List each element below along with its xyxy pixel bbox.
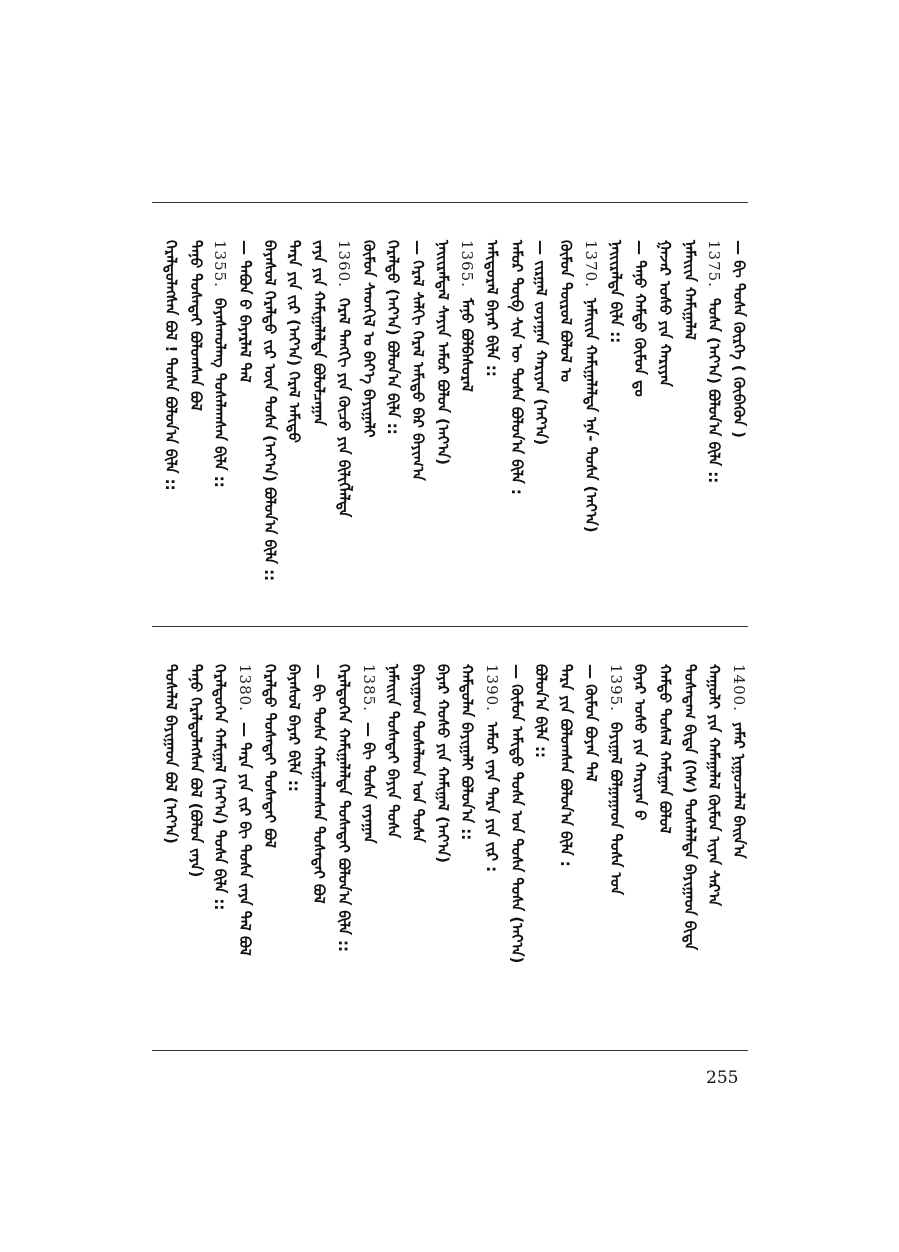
verse-text: ᠪᠤᠯᠤᠨ᠎ᠠ ᠪᠢᠯᠡ ::: [532, 664, 550, 759]
verse-text: ᠠᠮᠢᠳᠤᠷᠠᠯ ᠪᠠᠶᠠᠷ ᠪᠢᠯᠡ ::: [483, 240, 501, 377]
verse-line: [454, 240, 480, 392]
verse-text: — ᠲᠡᠷᠡ ᠶᠢᠨ ᠵᠢᠷ ᠪᠢ ᠲᠤᠰᠠ ᠵᠠᠶᠠ ᠲᠠᠯ ᠪᠣᠯ: [236, 721, 254, 956]
verse-line: [158, 664, 184, 844]
verse-line: [158, 240, 184, 491]
verse-line: [281, 240, 307, 443]
middle-rule: [152, 626, 748, 627]
verse-text: ᠲᠡᠷᠡ ᠶᠢᠨ ᠵᠢᠷ (ᠠᠶ᠎ᠠ) ᠭᠡᠷᠡᠯ ᠠᠮᠢᠳᠤ: [285, 240, 303, 443]
verse-text: ᠪᠠᠶᠠᠰᠬᠤᠯᠠᠩ ᠲᠤᠰᠠᠯᠠᠭᠰᠠᠨ ᠪᠢᠯᠡ ::: [211, 297, 229, 488]
line-number: 1400.: [730, 664, 748, 712]
verse-text: ᠬᠠᠮᠲᠤ ᠲᠤᠰᠠᠯ ᠬᠠᠮᠢᠭᠠᠨ ᠪᠤᠯᠤᠯ: [656, 664, 674, 834]
verse-text: ᠪᠠᠶᠠᠰᠤᠯ ᠭᠡᠷᠡᠯᠲᠦ ᠵᠢᠷ ᠦᠨ ᠲᠤᠰᠠ (ᠠᠶ᠎ᠠ) ᠪᠤᠯᠤᠨ᠎ᠠ ᠪᠢᠯᠡ ::: [261, 240, 279, 582]
verse-text: — ᠪᠢ ᠲᠤᠰᠠ ᠵᠠᠶᠠᠭᠠᠨ: [360, 721, 378, 844]
verse-text: ᠭᠡᠷᠡᠯᠲᠦ (ᠠᠶ᠎ᠠ) ᠪᠤᠯᠤᠨ᠎ᠠ ᠪᠢᠯᠡ ::: [384, 240, 402, 435]
verse-text: ᠲᠤᠰᠠᠳᠠᠭ ᠪᠢᠳᠡ (ᠬᠡᠰ) ᠲᠤᠰᠠᠯᠠᠯᠲᠠ ᠪᠠᠶᠢᠭᠠᠳ ᠪᠢᠳᠡ: [681, 664, 699, 951]
verse-text: ᠬᠦᠮᠦᠨ ᠰᠡᠳᠬᠢᠯ ᠤ ᠪᠡᠶ᠎ᠡ ᠪᠠᠶᠢᠭᠠᠯᠢ: [360, 240, 378, 438]
verse-line: [183, 664, 209, 877]
verse-line: [331, 664, 357, 952]
line-number: 1390.: [483, 664, 501, 712]
verse-line: [232, 240, 258, 382]
verse-text: ᠠᠮᠤᠷ ᠵᠠᠶᠠ ᠲᠡᠷᠡ ᠶᠢᠨ ᠵᠢᠷ :: [483, 721, 501, 873]
verse-line: [603, 240, 629, 343]
verse-line: [504, 240, 530, 495]
verse-line: [627, 664, 653, 821]
verse-text: ᠲᠡᠷᠡ ᠶᠢᠨ ᠪᠣᠯᠤᠭᠰᠠᠨ ᠪᠤᠯᠤᠨ᠎ᠠ ᠪᠢᠯᠡ :: [557, 664, 575, 867]
verse-line: [356, 664, 382, 843]
page-number: 255: [706, 1068, 739, 1088]
verse-text: — ᠭᠡᠷᠡᠯ ᠰᠠᠯᠬᠢ ᠭᠡᠷᠡᠯ ᠠᠮᠢᠳᠤ ᠪᠡᠷ ᠪᠠᠶᠢᠭ᠎ᠠ: [409, 240, 427, 481]
verse-text: ᠨᠠᠢᠢᠷᠠᠯᠲᠠ ᠪᠢᠯᠡ ::: [607, 240, 625, 344]
verse-text: — ᠬᠦᠮᠦᠨ ᠪᠤᠶᠠᠨ ᠲᠠᠯ: [582, 664, 600, 782]
verse-line: [677, 240, 703, 340]
verse-line: [578, 664, 604, 782]
verse-line: [553, 240, 579, 382]
verse-line: [207, 664, 233, 910]
bottom-rule: [152, 1050, 748, 1051]
verse-line: [405, 664, 431, 843]
line-number: 1375.: [705, 240, 723, 288]
verse-line: [306, 664, 332, 904]
verse-line: [528, 240, 554, 445]
verse-line: [652, 664, 678, 834]
verse-text: — ᠲᠠᠪᠤᠨ ᠪ ᠪᠠᠶᠠᠷᠯᠠᠯ ᠲᠠᠯ: [236, 240, 254, 383]
verse-text: ᠶᠠᠮᠠᠷ ᠨᠢᠭᠤᠴᠠᠯᠠᠯ ᠪᠠᠢᠨ᠎ᠠ: [730, 721, 748, 859]
verse-line: [405, 240, 431, 481]
verse-text: ᠲᠤᠰᠠ (ᠠᠶ᠎ᠠ) ᠪᠤᠯᠤᠨ᠎ᠠ ᠪᠢᠯᠡ ::: [705, 297, 723, 484]
verse-text: ᠲᠤᠰᠠᠯᠠᠯ ᠪᠠᠶᠢᠭᠠᠳ ᠪᠣᠯ (ᠠᠶ᠎ᠠ): [162, 664, 180, 844]
verse-text: ᠬᠠᠭᠤᠯᠢ ᠶᠢᠨ ᠬᠠᠮᠠᠭᠠᠯᠠᠯ ᠬᠦᠮᠦᠨ ᠢᠶᠡᠨ ᠰᠠᠷ᠎ᠠ: [705, 664, 723, 907]
verse-line: [380, 664, 406, 838]
verse-line: [454, 664, 480, 840]
verse-text: ᠭᠡᠷᠡᠯᠲᠦᠭᠡᠨ ᠬᠠᠮᠢᠭᠠᠯ (ᠠᠶ᠎ᠠ) ᠲᠤᠰᠠ ᠪᠢᠯᠡ ::: [211, 664, 229, 911]
verse-line: [504, 664, 530, 963]
verse-text: ᠭᠡᠷᠡᠯᠲᠦᠯᠡᠭᠰᠡᠨ ᠪᠣᠯ ! ᠲᠤᠰᠠ ᠪᠤᠯᠤᠨ᠎ᠠ ᠪᠢᠯᠡ ::: [162, 240, 180, 491]
verse-line: [627, 240, 653, 397]
line-number: 1380.: [236, 664, 254, 712]
verse-line: [232, 664, 258, 956]
verse-line: [553, 664, 579, 867]
verse-line: [726, 240, 752, 438]
verse-text: ᠭᠠᠵᠠᠷ ᠤᠰᠤ ᠶᠢᠨ ᠬᠠᠷᠢᠶᠠᠨ: [656, 240, 674, 387]
verse-line: [281, 664, 307, 792]
verse-text: ᠬᠠᠮᠲᠤᠯᠠᠨ ᠪᠠᠶᠢᠭᠠᠯᠢ ᠪᠤᠯᠤᠨ᠎ᠠ ::: [458, 664, 476, 841]
line-number: 1385.: [360, 664, 378, 712]
verse-line: [578, 240, 604, 533]
verse-line: [603, 664, 629, 895]
verse-line: [652, 240, 678, 387]
verse-text: ᠨᠠᠮᠠᠢᠢᠨ ᠬᠠᠮᠢᠭᠠᠯᠠᠯ: [681, 240, 699, 340]
verse-line: [430, 664, 456, 863]
top-rule: [152, 202, 748, 203]
verse-line: [430, 240, 456, 465]
verse-text: ᠪᠠᠶᠠᠷ ᠬᠤᠰᠤ ᠶᠢᠨ ᠬᠠᠮᠢᠭᠠᠯ (ᠠᠶ᠎ᠠ): [434, 664, 452, 864]
verse-text: ᠪᠠᠶᠢᠭᠠᠯ ᠪᠤᠯᠭᠠᠭᠠᠳ ᠲᠤᠰᠠ ᠤᠨ: [607, 721, 625, 895]
verse-text: ᠨᠠᠮᠠᠢᠢᠨ ᠬᠠᠮᠢᠭᠠᠯᠠᠯᠲᠠ ᠡᠨᠡ- ᠲᠤᠰᠠ (ᠠᠶ᠎ᠠ): [582, 297, 600, 533]
verse-text: ᠭᠡᠷᠡᠯᠲᠦᠭᠡᠨ ᠬᠠᠮᠢᠭᠠᠯᠠᠯᠲᠠ ᠲᠤᠰᠠᠲᠠᠢ ᠪᠤᠯᠤᠨ᠎ᠠ ᠪᠢᠯᠡ ::: [335, 664, 353, 953]
verse-text: ᠭᠡᠷᠡᠯᠲᠦ ᠲᠤᠰᠠᠲᠠᠢ ᠲᠤᠰᠠᠲᠠᠢ ᠪᠤᠯ: [261, 664, 279, 848]
verse-line: [701, 664, 727, 906]
verse-text: — ᠪᠢ ᠲᠤᠰᠠ ᠬᠦᠷᠭᠡ ( ᠬᠥᠪᠡᠭᠦᠨ ): [730, 240, 748, 438]
line-number: 1365.: [458, 240, 476, 288]
verse-text: ᠨᠠᠢᠢᠷᠠᠮᠳᠠᠯ ᠰᠠᠶᠢᠨ ᠠᠮᠤᠷ ᠪᠤᠯᠤᠨ (ᠠᠶ᠎ᠠ): [434, 240, 452, 465]
verse-text: ᠪᠠᠶᠢᠭᠠᠳ ᠲᠤᠰᠠᠯᠠᠳ ᠤᠨ ᠲᠤᠰᠠ: [409, 664, 427, 843]
line-number: 1355.: [211, 240, 229, 288]
line-number: 1370.: [582, 240, 600, 288]
verse-text: ᠪᠠᠶᠠᠰᠤᠯ ᠪᠠᠶᠠᠷ ᠪᠢᠯᠡ ::: [285, 664, 303, 792]
verse-text: — ᠲᠠᠨᠤ ᠬᠠᠮᠲᠤ ᠬᠦᠮᠦᠨ ᠳᠤ: [631, 240, 649, 397]
verse-line: [356, 240, 382, 438]
verse-line: [306, 240, 332, 426]
verse-text: ᠵᠠᠶᠠ ᠶᠢᠨ ᠬᠠᠮᠢᠭᠠᠯᠠᠯᠲᠠ ᠪᠤᠯᠤᠯᠴᠠᠭᠠᠨ: [310, 240, 328, 426]
verse-line: [479, 240, 505, 377]
verse-line: [257, 664, 283, 848]
verse-line: [677, 664, 703, 950]
verse-line: [701, 240, 727, 483]
verse-line: [380, 240, 406, 435]
verse-line: [726, 664, 752, 859]
verse-line: [207, 240, 233, 488]
verse-text: ᠲᠠᠨᠤ ᠭᠡᠷᠡᠯᠲᠦᠯᠡᠭᠰᠡᠨ ᠪᠣᠯ (ᠪᠤᠯᠤᠨ ᠵᠠᠶᠠ): [187, 664, 205, 878]
verse-text: ᠨᠠᠮᠠᠢᠢᠨ ᠲᠤᠰᠠᠲᠠᠢ ᠪᠠᠶᠢᠨ ᠲᠤᠰᠠ: [384, 664, 402, 838]
verse-line: [479, 664, 505, 872]
upper-verse-block: [152, 240, 748, 610]
verse-text: — ᠬᠦᠮᠦᠨ ᠠᠮᠢᠳᠤ ᠲᠤᠰᠠ ᠤᠨ ᠲᠤᠰᠠ ᠲᠤᠰᠠ (ᠠᠶ᠎ᠠ): [508, 664, 526, 964]
verse-text: ᠲᠠᠨᠤ ᠲᠤᠰᠠᠲᠠᠢ ᠪᠤᠯᠤᠭᠰᠠᠨ ᠪᠣᠯ: [187, 240, 205, 411]
line-number: 1360.: [335, 240, 353, 288]
verse-text: ᠭᠡᠷᠡᠯ ᠲᠡᠩᠭᠢ ᠶᠢᠨ ᠬᠦᠴᠦ ᠶᠢᠨ ᠪᠢᠯᠢᠭᠯᠡᠯᠲᠡ: [335, 297, 353, 518]
verse-text: — ᠵᠢᠷᠭᠠᠯ ᠵᠤᠶᠠᠭᠠᠨ ᠬᠠᠷᠢᠶᠠᠨ (ᠠᠶ᠎ᠠ): [532, 240, 550, 446]
verse-line: [183, 240, 209, 411]
verse-line: [528, 664, 554, 758]
line-number: 1395.: [607, 664, 625, 712]
verse-text: ᠠᠮᠤᠷ ᠲᠦᠪ ᠰᠢᠨ ᠦ ᠲᠤᠰᠠ ᠪᠤᠯᠤᠨ᠎ᠠ ᠪᠢᠯᠡ :: [508, 240, 526, 495]
lower-verse-block: [152, 664, 748, 1034]
verse-text: ᠪᠠᠶᠠᠷ ᠤᠰᠤ ᠶᠢᠨ ᠬᠠᠷᠢᠶᠠᠨ ᠪ: [631, 664, 649, 821]
verse-line: [257, 240, 283, 581]
verse-text: — ᠪᠢ ᠲᠤᠰᠠ ᠬᠠᠮᠢᠭᠠᠯᠠᠭᠰᠠᠨ ᠲᠤᠰᠠᠲᠠᠢ ᠪᠤᠯ: [310, 664, 328, 904]
verse-text: ᠬᠦᠮᠦᠨ ᠲᠥᠷᠦᠯ ᠪᠤᠯᠤᠯ ᠤ: [557, 240, 575, 383]
verse-text: ᠮᠠᠨᠤ ᠪᠣᠯᠪᠠᠰᠤᠷᠠᠯ: [458, 297, 476, 392]
verse-line: [331, 240, 357, 517]
